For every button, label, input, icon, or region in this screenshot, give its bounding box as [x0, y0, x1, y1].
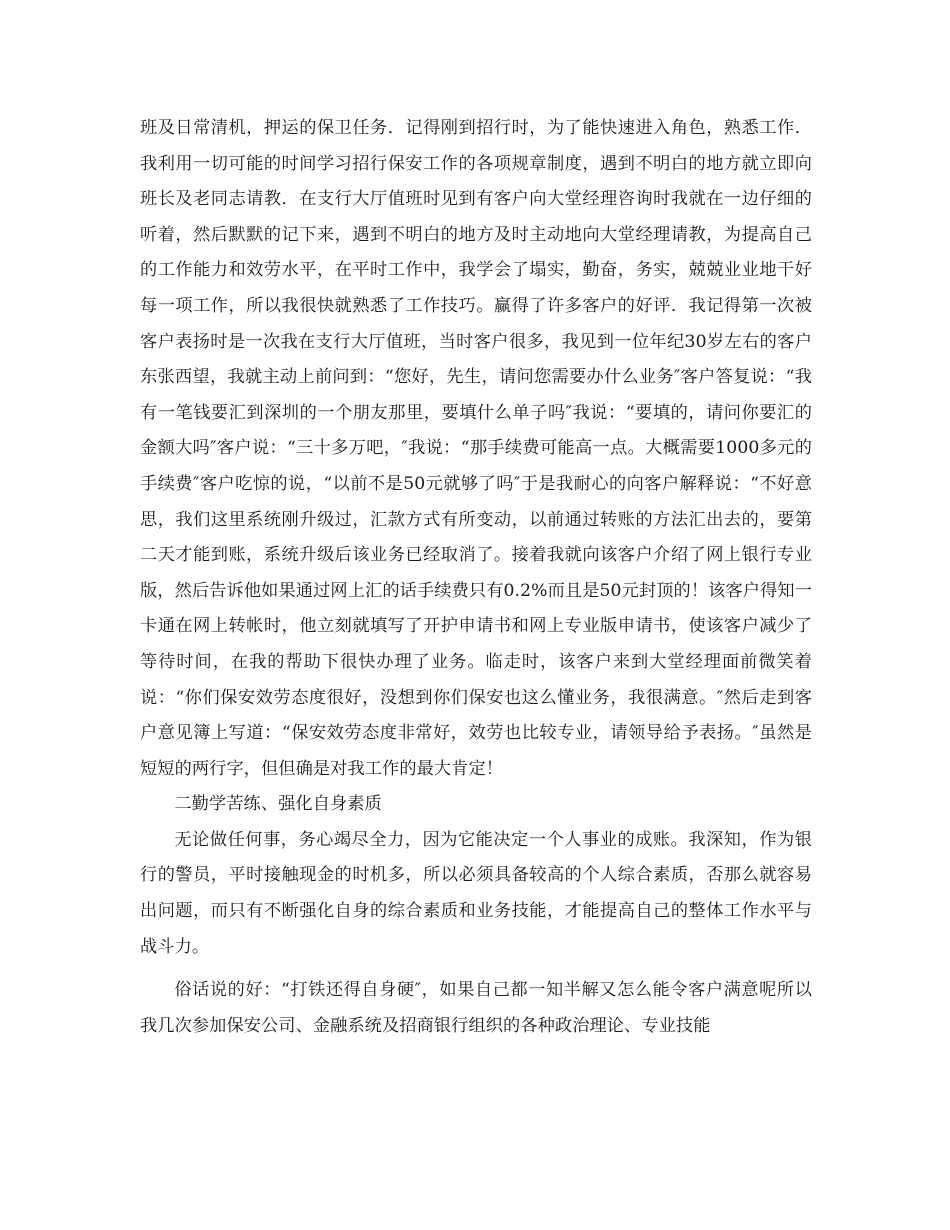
paragraph-quality: 无论做任何事，务心竭尽全力，因为它能决定一个人事业的成账。我深知，作为银行的警员，平时接触现金的时机多，所以必须具备较高的个人综合素质，否那么就容易出问题，而只有不断强化自身的综合素质和业务技能，才能提高自己的整体工作水平与战斗力。: [140, 829, 812, 957]
section-heading-study: 二勤学苦练、强化自身素质: [174, 794, 382, 815]
document-body: [140, 111, 812, 1044]
paragraph-training: 俗话说的好：“打铁还得自身硬″，如果自己都一知半解又怎么能令客户满意呢所以我几次参加保安公司、金融系统及招商银行组织的各种政治理论、专业技能: [140, 980, 812, 1036]
paragraph-service-story: 班及日常清机，押运的保卫任务．记得刚到招行时，为了能快速进入角色，熟悉工作．我利用一切可能的时间学习招行保安工作的各项规章制度，遇到不明白的地方就立即向班长及老同志请教．在支行大厅值班时见到有客户向大堂经理咨询时我就在一边仔细的听着，然后默默的记下来，遇到不明白的地方及时主动地向大堂经理请教，为提高自己的工作能力和效劳水平，在平时工作中，我学会了塌实，勤奋，务实，兢兢业业地干好每一项工作，所以我很快就熟悉了工作技巧。赢得了许多客户的好评．我记得第一次被客户表扬时是一次我在支行大厅值班，当时客户很多，我见到一位年纪30岁左右的客户东张西望，我就主动上前问到：“您好，先生，请问您需要办什么业务″客户答复说：“我有一笔钱要汇到深圳的一个朋友那里，要填什么单子吗″我说：“要填的，请问你要汇的金额大吗″客户说：“三十多万吧，″我说：“那手续费可能高一点。大概需要1000多元的手续费″客户吃惊的说，“以前不是50元就够了吗″于是我耐心的向客户解释说：“不好意思，我们这里系统刚升级过，汇款方式有所变动，以前通过转账的方法汇出去的，要第二天才能到账，系统升级后该业务已经取消了。接着我就向该客户介绍了网上银行专业版，然后告诉他如果通过网上汇的话手续费只有0.2%而且是50元封顶的！该客户得知一卡通在网上转帐时，他立刻就填写了开护申请书和网上专业版申请书，使该客户减少了等待时间，在我的帮助下很快办理了业务。临走时，该客户来到大堂经理面前微笑着说：“你们保安效劳态度很好，没想到你们保安也这么懂业务，我很满意。″然后走到客户意见簿上写道：“保安效劳态度非常好，效劳也比较专业，请领导给予表扬。″虽然是短短的两行字，但但确是对我工作的最大肯定！: [140, 118, 812, 779]
